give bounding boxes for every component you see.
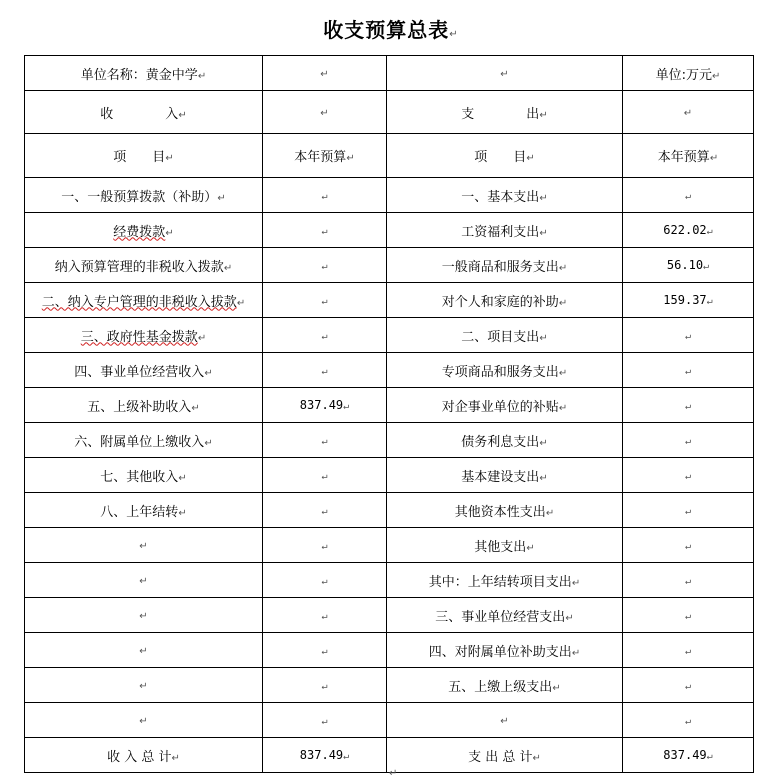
paragraph-mark-icon: ↵ — [684, 331, 692, 342]
expense-item-cell-text: 四、对附属单位补助支出 — [428, 644, 572, 660]
expense-item-cell — [387, 213, 623, 248]
table-row — [25, 633, 754, 668]
paragraph-mark-icon: ↵ — [178, 109, 187, 121]
empty-cell — [387, 56, 623, 91]
paragraph-mark-icon: ↵ — [389, 768, 398, 779]
income-item-cell-text: 二、纳入专户管理的非税收入拔款 — [41, 294, 237, 310]
income-value-cell — [263, 248, 387, 283]
paragraph-mark-icon: ↵ — [684, 471, 692, 482]
paragraph-mark-icon: ↵ — [684, 681, 692, 692]
title-text: 收支预算总表 — [323, 18, 450, 42]
expense-item-cell — [387, 703, 623, 738]
table-row — [25, 318, 754, 353]
income-item-cell — [25, 178, 263, 213]
income-value-cell — [263, 668, 387, 703]
expense-item-cell-text: 工资福利支出 — [461, 224, 540, 240]
income-item-cell — [25, 248, 263, 283]
expense-item-cell-text: 一、基本支出 — [461, 189, 540, 205]
paragraph-mark-icon: ↵ — [449, 29, 459, 40]
paragraph-mark-icon: ↵ — [165, 227, 174, 239]
paragraph-mark-icon: ↵ — [321, 646, 328, 657]
expense-item-cell-text: 债务利息支出 — [461, 434, 540, 450]
income-value-cell — [263, 178, 387, 213]
paragraph-mark-icon: ↵ — [539, 332, 548, 344]
unit-cell — [623, 56, 754, 91]
paragraph-mark-icon: ↵ — [236, 297, 246, 309]
column-header-text: 项 目 — [474, 150, 527, 165]
expense-item-cell-text: 二、项目支出 — [461, 329, 540, 345]
income-item-cell-text: 四、事业单位经营收入 — [74, 364, 205, 380]
section-row — [25, 91, 754, 134]
table-row — [25, 458, 754, 493]
income-value-cell — [263, 353, 387, 388]
income-value-cell — [263, 283, 387, 318]
income-value-cell — [263, 528, 387, 563]
table-row — [25, 213, 754, 248]
income-value-cell — [263, 423, 387, 458]
income-value-cell — [263, 388, 387, 423]
income-item-cell — [25, 598, 263, 633]
paragraph-mark-icon: ↵ — [197, 332, 207, 344]
header-row — [25, 56, 754, 91]
unit-label: 单位:万元 — [655, 67, 712, 83]
expense-item-cell — [387, 353, 623, 388]
paragraph-mark-icon: ↵ — [321, 681, 328, 692]
paragraph-mark-icon: ↵ — [684, 716, 692, 727]
paragraph-mark-icon: ↵ — [197, 70, 207, 82]
paragraph-mark-icon: ↵ — [346, 153, 355, 164]
income-total-label-cell — [25, 738, 263, 773]
expense-value-cell — [623, 668, 754, 703]
income-section-cell — [25, 91, 263, 134]
income-item-cell — [25, 563, 263, 598]
paragraph-mark-icon: ↵ — [343, 751, 350, 762]
paragraph-mark-icon: ↵ — [321, 471, 328, 482]
paragraph-mark-icon: ↵ — [500, 715, 509, 727]
expense-item-cell — [387, 528, 623, 563]
expense-section-label: 支 出 — [461, 106, 540, 122]
income-value-cell — [263, 703, 387, 738]
expense-value-cell — [623, 563, 754, 598]
expense-item-cell-text: 三、事业单位经营支出 — [435, 609, 566, 625]
expense-item-cell — [387, 633, 623, 668]
income-item-cell — [25, 283, 263, 318]
income-item-cell — [25, 528, 263, 563]
paragraph-mark-icon: ↵ — [321, 226, 328, 237]
paragraph-mark-icon: ↵ — [709, 153, 719, 164]
income-item-cell — [25, 353, 263, 388]
income-item-cell — [25, 493, 263, 528]
paragraph-mark-icon: ↵ — [712, 70, 721, 82]
expense-item-cell-text: 其他支出 — [474, 539, 527, 555]
empty-cell — [263, 56, 387, 91]
column-header-row — [25, 134, 754, 178]
paragraph-mark-icon: ↵ — [558, 297, 568, 309]
table-row — [25, 178, 754, 213]
paragraph-mark-icon: ↵ — [539, 227, 548, 239]
expense-item-cell — [387, 423, 623, 458]
income-item-cell — [25, 388, 263, 423]
paragraph-mark-icon: ↵ — [139, 715, 148, 727]
table-row — [25, 283, 754, 318]
income-item-cell-text: 六、附属单位上缴收入 — [74, 434, 205, 450]
expense-total-label-cell — [387, 738, 623, 773]
column-header-item-left — [25, 134, 263, 178]
expense-value-cell — [623, 633, 754, 668]
income-item-cell-text: 五、上级补助收入 — [87, 399, 192, 415]
income-item-cell-text: 八、上年结转 — [100, 504, 179, 520]
paragraph-mark-icon: ↵ — [706, 296, 713, 307]
expense-value-cell-text: 159.37 — [663, 293, 707, 307]
income-value-cell — [263, 318, 387, 353]
expense-value-cell — [623, 178, 754, 213]
expense-item-cell — [387, 283, 623, 318]
paragraph-mark-icon: ↵ — [684, 646, 692, 657]
paragraph-mark-icon: ↵ — [684, 506, 692, 517]
paragraph-mark-icon: ↵ — [321, 331, 328, 342]
column-header-text: 本年预算 — [294, 150, 347, 165]
table-row — [25, 528, 754, 563]
paragraph-mark-icon: ↵ — [684, 436, 692, 447]
expense-value-cell — [623, 423, 754, 458]
expense-value-cell-text: 56.10 — [666, 258, 704, 272]
paragraph-mark-icon: ↵ — [343, 401, 350, 412]
expense-value-cell — [623, 213, 754, 248]
paragraph-mark-icon: ↵ — [545, 507, 555, 519]
paragraph-mark-icon: ↵ — [321, 716, 328, 727]
income-item-cell — [25, 458, 263, 493]
paragraph-mark-icon: ↵ — [539, 192, 548, 204]
expense-total-value-cell — [623, 738, 754, 773]
paragraph-mark-icon: ↵ — [191, 402, 200, 414]
paragraph-mark-icon: ↵ — [703, 261, 710, 272]
expense-value-cell-text: 622.02 — [663, 223, 707, 237]
paragraph-mark-icon: ↵ — [139, 540, 148, 552]
paragraph-mark-icon: ↵ — [321, 576, 328, 587]
budget-table — [24, 55, 754, 773]
paragraph-mark-icon: ↵ — [558, 262, 568, 274]
table-row — [25, 668, 754, 703]
expense-value-cell — [623, 318, 754, 353]
income-item-cell — [25, 213, 263, 248]
expense-value-cell — [623, 388, 754, 423]
empty-cell — [263, 91, 387, 134]
income-total-label-cell-text: 收 入 总 计 — [107, 749, 172, 765]
column-header-text: 项 目 — [113, 150, 166, 165]
income-item-cell — [25, 703, 263, 738]
expense-item-cell — [387, 318, 623, 353]
paragraph-mark-icon: ↵ — [139, 645, 148, 657]
expense-item-cell — [387, 388, 623, 423]
expense-value-cell — [623, 528, 754, 563]
income-item-cell — [25, 423, 263, 458]
table-row — [25, 493, 754, 528]
paragraph-mark-icon: ↵ — [684, 576, 692, 587]
paragraph-mark-icon: ↵ — [526, 153, 535, 164]
paragraph-mark-icon: ↵ — [539, 437, 548, 449]
table-row — [25, 703, 754, 738]
table-row — [25, 598, 754, 633]
paragraph-mark-icon: ↵ — [321, 506, 328, 517]
income-value-cell — [263, 458, 387, 493]
expense-item-cell — [387, 563, 623, 598]
paragraph-mark-icon: ↵ — [565, 612, 574, 624]
paragraph-mark-icon: ↵ — [684, 401, 692, 412]
paragraph-mark-icon: ↵ — [706, 751, 713, 762]
column-header-text: 本年预算 — [657, 150, 710, 165]
paragraph-mark-icon: ↵ — [684, 611, 692, 622]
paragraph-mark-icon: ↵ — [539, 109, 548, 121]
expense-item-cell-text: 专项商品和服务支出 — [441, 364, 559, 380]
expense-value-cell — [623, 283, 754, 318]
paragraph-mark-icon: ↵ — [321, 611, 328, 622]
paragraph-mark-icon: ↵ — [139, 575, 148, 587]
expense-item-cell-text: 其他资本性支出 — [454, 504, 546, 520]
expense-value-cell — [623, 458, 754, 493]
paragraph-mark-icon: ↵ — [571, 647, 581, 659]
paragraph-mark-icon: ↵ — [684, 366, 692, 377]
income-item-cell — [25, 668, 263, 703]
paragraph-mark-icon: ↵ — [321, 191, 328, 202]
paragraph-mark-icon: ↵ — [217, 192, 226, 204]
income-value-cell — [263, 598, 387, 633]
table-row — [25, 563, 754, 598]
expense-value-cell — [623, 248, 754, 283]
expense-item-cell-text: 对企事业单位的补贴 — [441, 399, 559, 415]
expense-item-cell — [387, 248, 623, 283]
paragraph-mark-icon: ↵ — [178, 472, 187, 484]
paragraph-mark-icon: ↵ — [165, 153, 174, 164]
paragraph-mark-icon: ↵ — [571, 577, 581, 589]
expense-total-value-cell-text: 837.49 — [663, 748, 707, 762]
paragraph-mark-icon: ↵ — [178, 507, 187, 519]
income-item-cell — [25, 633, 263, 668]
income-item-cell-text: 经费拨款 — [113, 224, 166, 240]
table-row — [25, 248, 754, 283]
column-header-budget-right — [623, 134, 754, 178]
table-row — [25, 353, 754, 388]
expense-section-cell — [387, 91, 623, 134]
expense-value-cell — [623, 353, 754, 388]
paragraph-mark-icon: ↵ — [552, 682, 561, 694]
paragraph-mark-icon: ↵ — [204, 437, 213, 449]
expense-item-cell-text: 五、上缴上级支出 — [448, 679, 553, 695]
expense-value-cell — [623, 493, 754, 528]
income-value-cell-text: 837.49 — [299, 398, 344, 412]
paragraph-mark-icon: ↵ — [320, 107, 329, 119]
table-row — [25, 388, 754, 423]
paragraph-mark-icon: ↵ — [321, 436, 328, 447]
expense-item-cell-text: 一般商品和服务支出 — [441, 259, 559, 275]
paragraph-mark-icon: ↵ — [706, 226, 713, 237]
paragraph-mark-icon: ↵ — [532, 752, 541, 764]
expense-item-cell-text: 基本建设支出 — [461, 469, 540, 485]
paragraph-mark-icon: ↵ — [171, 752, 180, 764]
paragraph-mark-icon: ↵ — [321, 541, 328, 552]
paragraph-mark-icon: ↵ — [320, 68, 329, 80]
expense-item-cell-text: 其中：上年结转项目支出 — [428, 574, 572, 590]
expense-item-cell-text: 对个人和家庭的补助 — [441, 294, 559, 310]
income-value-cell — [263, 213, 387, 248]
income-value-cell — [263, 633, 387, 668]
expense-item-cell — [387, 668, 623, 703]
unit-name-cell — [25, 56, 263, 91]
paragraph-mark-icon: ↵ — [683, 107, 693, 119]
paragraph-mark-icon: ↵ — [321, 366, 328, 377]
paragraph-mark-icon: ↵ — [684, 541, 692, 552]
income-item-cell-text: 一、一般预算拨款（补助） — [61, 189, 218, 205]
paragraph-mark-icon: ↵ — [321, 261, 328, 272]
income-total-value-cell-text: 837.49 — [299, 748, 344, 762]
expense-value-cell — [623, 598, 754, 633]
income-item-cell — [25, 318, 263, 353]
expense-item-cell — [387, 178, 623, 213]
expense-value-cell — [623, 703, 754, 738]
income-item-cell-text: 三、政府性基金拨款 — [80, 329, 198, 345]
paragraph-mark-icon: ↵ — [204, 367, 213, 379]
income-total-value-cell — [263, 738, 387, 773]
income-section-label: 收 入 — [100, 106, 179, 122]
expense-item-cell — [387, 598, 623, 633]
expense-item-cell — [387, 458, 623, 493]
column-header-item-right — [387, 134, 623, 178]
paragraph-mark-icon: ↵ — [223, 262, 233, 274]
income-value-cell — [263, 563, 387, 598]
paragraph-mark-icon: ↵ — [539, 472, 548, 484]
income-value-cell — [263, 493, 387, 528]
income-item-cell-text: 纳入预算管理的非税收入拨款 — [54, 259, 224, 275]
empty-cell — [623, 91, 754, 134]
income-item-cell-text: 七、其他收入 — [100, 469, 179, 485]
expense-total-label-cell-text: 支 出 总 计 — [468, 749, 533, 765]
paragraph-mark-icon: ↵ — [684, 191, 692, 202]
table-row — [25, 423, 754, 458]
paragraph-mark-icon: ↵ — [139, 610, 148, 622]
paragraph-mark-icon: ↵ — [526, 542, 535, 554]
paragraph-mark-icon: ↵ — [558, 402, 568, 414]
unit-name: 单位名称：黄金中学 — [80, 67, 198, 83]
paragraph-mark-icon: ↵ — [139, 680, 148, 692]
paragraph-mark-icon: ↵ — [321, 296, 328, 307]
page-title — [0, 14, 782, 43]
column-header-budget-left — [263, 134, 387, 178]
expense-item-cell — [387, 493, 623, 528]
paragraph-mark-icon: ↵ — [558, 367, 568, 379]
paragraph-mark-icon: ↵ — [500, 68, 509, 80]
